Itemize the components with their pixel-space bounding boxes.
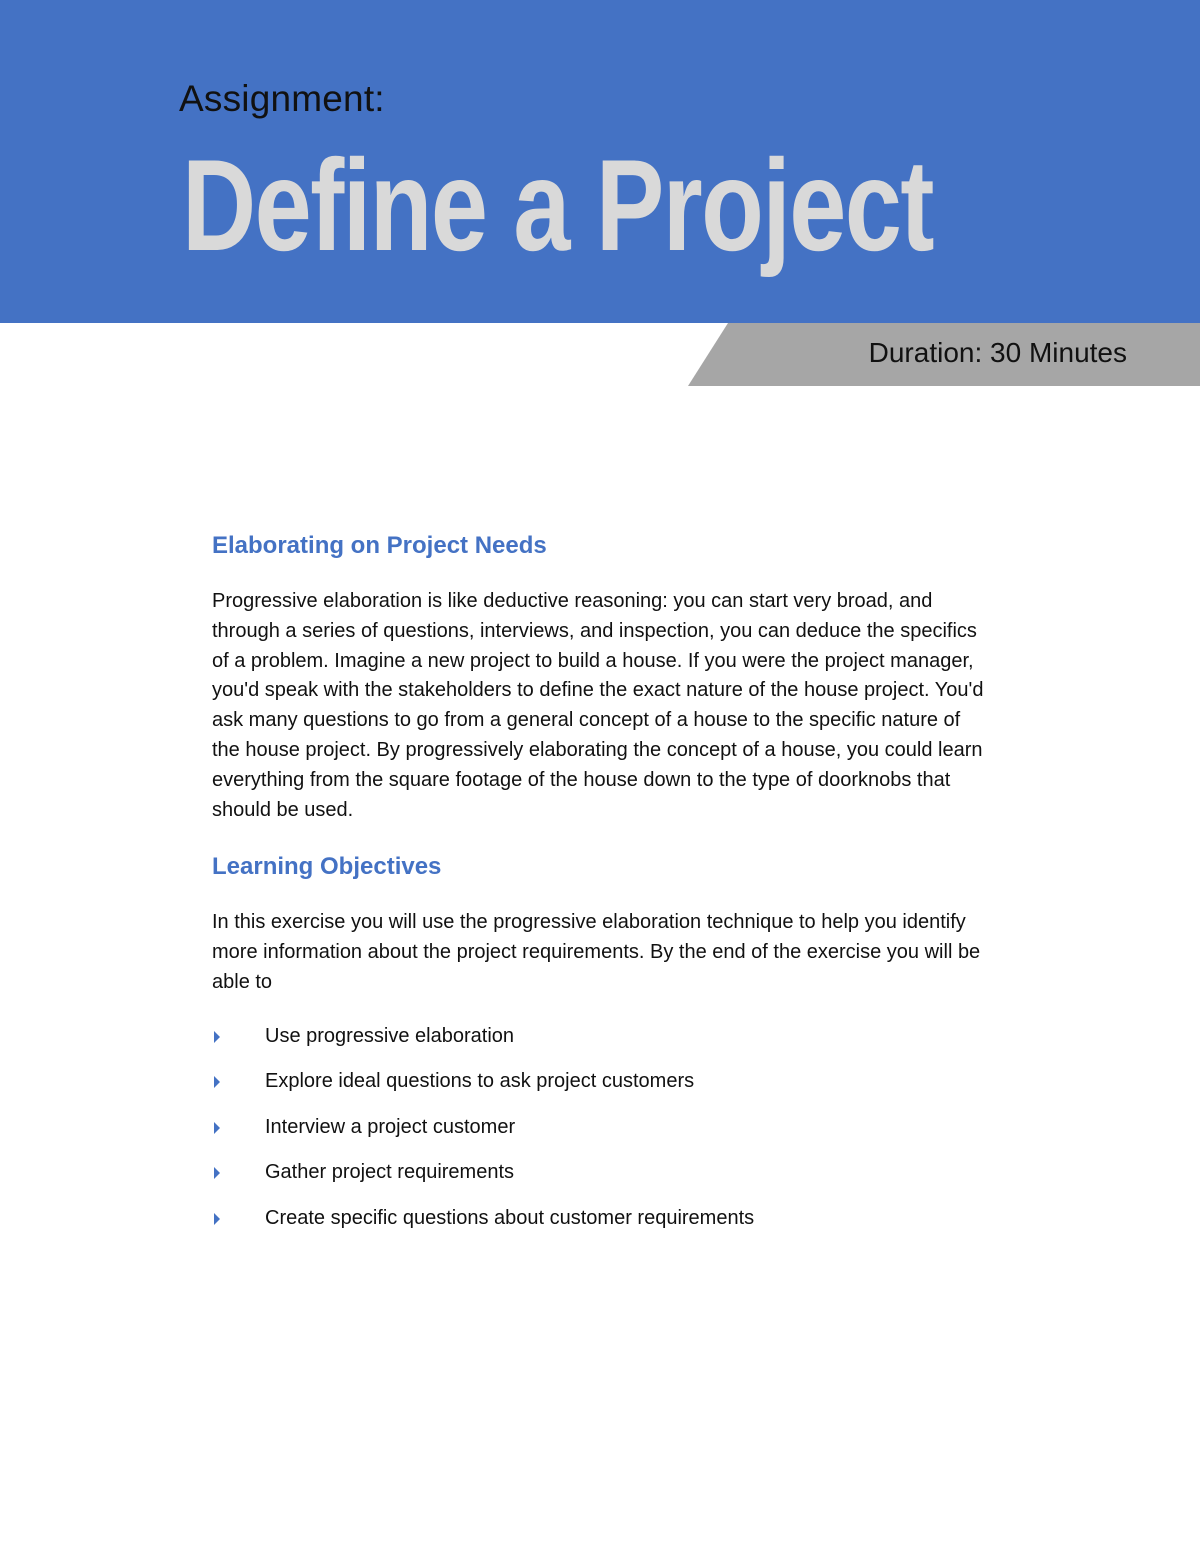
objective-label: Create specific questions about customer requirements xyxy=(265,1206,755,1229)
assignment-label: Assignment: xyxy=(179,78,385,119)
triangle-right-icon xyxy=(212,1031,222,1043)
duration-text: Duration: 30 Minutes xyxy=(868,337,1127,368)
objectives-intro: In this exercise you will use the progressive elaboration technique to help you identify more information about the project requirements. By the end of the exercise you will be able to xyxy=(212,911,981,993)
triangle-right-icon xyxy=(212,1167,222,1179)
objective-label: Gather project requirements xyxy=(265,1161,515,1184)
triangle-right-icon xyxy=(212,1076,222,1088)
triangle-right-icon xyxy=(212,1213,222,1225)
elaborating-paragraph: Progressive elaboration is like deductive reasoning: you can start very broad, and through a series of questions, interviews, and inspection, you can deduce the specifics of a problem. Imagine a new project to build a house. If you were the project manager, you'd speak with the stakeholders to define the exact nature of the house project. You'd ask many questions to go from a general concept of a house to the specific nature of the house project. By progressively elaborating the concept of a house, you could learn everything from the square footage of the house down to the type of doorknobs that should be used. xyxy=(212,590,984,821)
list-item xyxy=(212,1067,992,1113)
page-title: Define a Project xyxy=(182,132,933,278)
section-heading-elaborating: Elaborating on Project Needs xyxy=(212,532,547,559)
objective-label: Interview a project customer xyxy=(265,1115,516,1138)
objective-label: Use progressive elaboration xyxy=(265,1024,515,1047)
list-item xyxy=(212,1022,992,1068)
list-item xyxy=(212,1113,992,1159)
list-item xyxy=(212,1158,992,1204)
list-item xyxy=(212,1204,992,1250)
triangle-right-icon xyxy=(212,1122,222,1134)
content xyxy=(212,530,992,1249)
section-heading-objectives: Learning Objectives xyxy=(212,853,442,881)
objective-label: Explore ideal questions to ask project customers xyxy=(265,1070,695,1093)
objectives-list xyxy=(212,1022,992,1250)
